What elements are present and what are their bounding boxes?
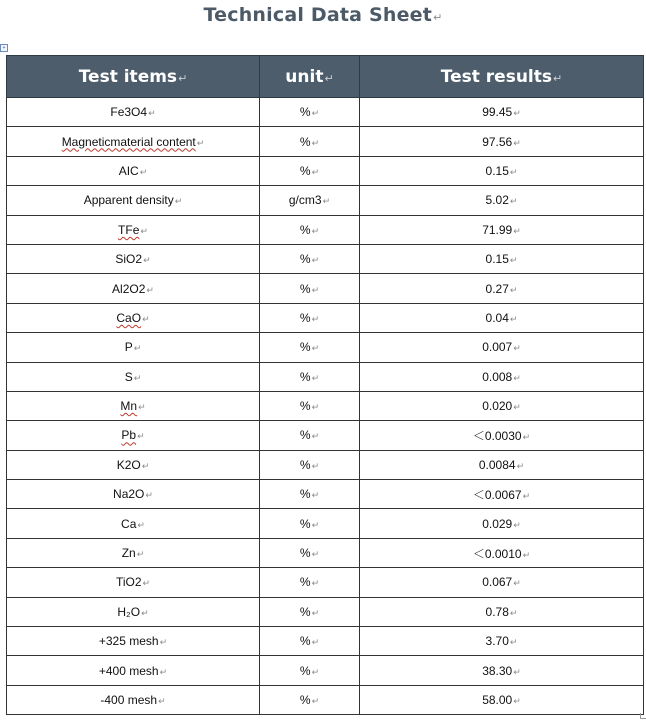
paragraph-mark-icon: ↵ [513,225,521,236]
test-item-cell[interactable] [7,215,260,244]
test-item-cell-text: Mn [120,399,138,414]
paragraph-mark-icon: ↵ [509,637,518,648]
unit-cell[interactable] [260,480,360,509]
unit-cell[interactable] [260,274,360,303]
table-row [7,421,644,450]
test-item-cell-text: Zn [121,546,136,561]
test-item-cell[interactable] [7,568,260,597]
paragraph-mark-icon: ↵ [137,519,145,530]
paragraph-mark-icon: ↵ [137,431,145,442]
test-result-cell[interactable] [360,391,644,420]
test-result-cell[interactable] [360,156,644,185]
test-result-cell[interactable] [360,538,644,567]
unit-cell-text: % [299,693,311,707]
test-result-cell[interactable] [360,685,644,714]
test-result-cell-text: 0.067 [482,575,513,590]
paragraph-mark-icon: ↵ [311,108,320,119]
unit-cell-text: % [299,252,311,267]
document-title-text: Technical Data Sheet [203,4,433,26]
paragraph-mark-icon: ↵ [509,607,518,618]
test-item-cell[interactable] [7,333,260,362]
test-item-cell-text: H₂O [117,604,141,619]
table-row [7,480,644,509]
unit-cell[interactable] [260,597,360,626]
paragraph-mark-icon: ↵ [513,402,521,413]
paragraph-mark-icon: ↵ [158,696,166,706]
test-item-cell[interactable] [7,274,260,303]
table-header-row [7,56,644,98]
paragraph-mark-icon: ↵ [311,137,320,148]
header-test-items: Test items↵ [7,56,260,98]
paragraph-mark-icon: ↵ [311,696,320,706]
unit-cell-text: % [299,487,311,502]
unit-cell[interactable] [260,391,360,420]
paragraph-mark-icon: ↵ [133,372,142,383]
paragraph-mark-icon: ↵ [136,549,145,560]
paragraph-mark-icon: ↵ [311,490,320,501]
table-row [7,98,644,127]
test-item-cell-text: Ca [121,516,137,531]
test-result-cell-text: 58.00 [482,693,513,707]
test-item-cell-text: TFe [118,222,140,237]
test-item-cell-text: Al2O2 [112,281,146,296]
test-result-cell-text: 0.04 [485,310,509,325]
test-item-cell-text: Apparent density [83,193,174,208]
test-result-cell-text: 0.020 [482,399,513,414]
unit-cell-text: % [299,340,311,355]
unit-cell[interactable] [260,656,360,685]
test-result-cell-text: 38.30 [482,663,513,678]
table-row [7,597,644,626]
table-row [7,215,644,244]
test-result-cell-text: 5.02 [485,193,509,208]
table-row [7,303,644,332]
test-item-cell[interactable] [7,362,260,391]
paragraph-mark-icon: ↵ [509,196,518,207]
paragraph-mark-icon: ↵ [509,166,518,177]
test-result-cell-text: 0.029 [482,516,513,531]
paragraph-mark-icon: ↵ [311,666,320,677]
test-item-cell[interactable] [7,538,260,567]
paragraph-mark-icon: ↵ [509,284,518,295]
test-result-cell[interactable] [360,627,644,656]
test-result-cell-text: 0.008 [482,369,513,384]
paragraph-mark-icon: ↵ [513,519,521,530]
paragraph-mark-icon: ↵ [311,372,320,383]
unit-cell[interactable] [260,186,360,215]
paragraph-mark-icon: ↵ [513,108,521,119]
unit-cell-text: % [299,399,311,414]
test-item-cell[interactable] [7,656,260,685]
test-result-cell-text: 97.56 [482,134,513,149]
test-item-cell-text: AIC [118,163,139,178]
table-row [7,568,644,597]
unit-cell[interactable] [260,685,360,714]
paragraph-mark-icon: ↵ [138,402,146,413]
unit-cell-text: % [299,163,311,178]
test-result-cell-text: 99.45 [482,105,513,120]
unit-cell[interactable] [260,538,360,567]
test-result-cell-text: 71.99 [482,222,513,237]
test-item-cell-text: CaO [116,310,142,325]
paragraph-mark-icon: ↵ [311,607,320,618]
test-result-cell-text: 0.007 [482,340,513,355]
test-result-cell-text: ＜0.0067 [472,487,522,502]
test-item-cell-text: -400 mesh [100,693,158,707]
test-item-cell[interactable] [7,685,260,714]
technical-data-table [6,55,644,715]
test-item-cell-text: Magneticmaterial content [61,134,196,149]
test-result-cell-text: 0.27 [485,281,509,296]
unit-cell-text: % [299,575,311,590]
paragraph-mark-icon: ↵ [311,166,320,177]
table-row [7,362,644,391]
test-item-cell[interactable] [7,244,260,273]
unit-cell[interactable] [260,509,360,538]
table-row [7,244,644,273]
test-result-cell[interactable] [360,244,644,273]
unit-cell-text: % [299,634,311,649]
paragraph-mark-icon: ↵ [178,71,188,85]
unit-cell-text: % [299,457,311,472]
unit-cell-text: % [299,222,311,237]
paragraph-mark-icon: ↵ [311,431,320,442]
paragraph-mark-icon: ↵ [311,343,320,354]
paragraph-mark-icon: ↵ [311,549,320,560]
paragraph-mark-icon: ↵ [159,666,168,677]
unit-cell-text: % [299,546,311,561]
paragraph-mark-icon: ↵ [324,71,334,85]
unit-cell[interactable] [260,156,360,185]
test-item-cell[interactable] [7,421,260,450]
paragraph-mark-icon: ↵ [509,255,518,266]
paragraph-mark-icon: ↵ [513,696,521,706]
test-item-cell[interactable] [7,303,260,332]
unit-cell[interactable] [260,333,360,362]
table-row [7,509,644,538]
paragraph-mark-icon: ↵ [433,11,443,24]
paragraph-mark-icon: ↵ [141,460,150,471]
paragraph-mark-icon: ↵ [311,460,320,471]
paragraph-mark-icon: ↵ [141,607,149,618]
test-result-cell-text: ＜0.0010 [472,546,522,561]
paragraph-mark-icon: ↵ [322,196,331,207]
unit-cell-text: % [299,105,311,120]
header-test-results: Test results↵ [360,56,644,98]
test-item-cell-text: SiO2 [115,252,143,267]
test-result-cell[interactable] [360,509,644,538]
test-item-cell-text: S [124,369,133,384]
test-item-cell[interactable] [7,509,260,538]
paragraph-mark-icon: ↵ [146,284,154,295]
paragraph-mark-icon: ↵ [196,137,205,148]
unit-cell-text: g/cm3 [288,193,322,208]
test-result-cell[interactable] [360,597,644,626]
unit-cell[interactable] [260,303,360,332]
paragraph-mark-icon: ↵ [311,402,320,413]
header-unit: unit↵ [260,56,360,98]
test-item-cell-text: Na2O [113,487,145,502]
paragraph-mark-icon: ↵ [174,196,183,207]
test-result-cell-text: 0.0084 [478,457,516,472]
test-item-cell[interactable] [7,627,260,656]
test-result-cell-text: 3.70 [485,634,509,649]
test-item-cell-text: +400 mesh [98,663,159,678]
table-row [7,656,644,685]
test-result-cell[interactable] [360,215,644,244]
test-item-cell-text: Pb [121,428,137,443]
paragraph-mark-icon: ↵ [509,313,518,324]
paragraph-mark-icon: ↵ [159,637,168,648]
test-result-cell[interactable] [360,98,644,127]
table-body [7,98,644,715]
test-item-cell[interactable] [7,480,260,509]
table-row [7,391,644,420]
table-move-handle-icon[interactable]: + [0,44,8,52]
paragraph-mark-icon: ↵ [311,637,320,648]
test-item-cell-text: TiO2 [115,575,142,590]
test-result-cell[interactable] [360,656,644,685]
test-item-cell-text: K2O [116,457,141,472]
unit-cell-text: % [299,134,311,149]
paragraph-mark-icon: ↵ [522,549,531,560]
test-item-cell[interactable] [7,450,260,479]
unit-cell-text: % [299,310,311,325]
paragraph-mark-icon: ↵ [513,343,521,354]
test-result-cell[interactable] [360,274,644,303]
paragraph-mark-icon: ↵ [513,372,521,383]
table-row [7,127,644,156]
table-row [7,186,644,215]
test-result-cell[interactable] [360,303,644,332]
paragraph-mark-icon: ↵ [311,313,320,324]
test-item-cell[interactable] [7,391,260,420]
unit-cell-text: % [299,428,311,443]
test-result-cell[interactable] [360,568,644,597]
unit-cell[interactable] [260,568,360,597]
test-result-cell[interactable] [360,333,644,362]
unit-cell[interactable] [260,244,360,273]
unit-cell[interactable] [260,627,360,656]
test-item-cell[interactable] [7,98,260,127]
paragraph-mark-icon: ↵ [133,343,142,354]
paragraph-mark-icon: ↵ [516,460,525,471]
paragraph-mark-icon: ↵ [522,431,531,442]
test-item-cell-text: Fe3O4 [110,105,148,120]
unit-cell-text: % [299,281,311,296]
page-corner-mark [640,713,646,719]
unit-cell[interactable] [260,98,360,127]
paragraph-mark-icon: ↵ [311,578,320,589]
unit-cell-text: % [299,516,311,531]
table-row [7,333,644,362]
table-row [7,627,644,656]
test-item-cell-text: P [124,340,133,355]
paragraph-mark-icon: ↵ [145,490,153,501]
unit-cell[interactable] [260,450,360,479]
test-result-cell-text: 0.15 [485,163,509,178]
unit-cell[interactable] [260,362,360,391]
test-item-cell-text: +325 mesh [98,634,159,649]
unit-cell[interactable] [260,127,360,156]
unit-cell[interactable] [260,421,360,450]
document-title [0,4,646,26]
test-result-cell[interactable] [360,480,644,509]
test-result-cell[interactable] [360,186,644,215]
paragraph-mark-icon: ↵ [148,108,156,119]
unit-cell-text: % [299,369,311,384]
paragraph-mark-icon: ↵ [311,255,320,266]
test-result-cell-text: ＜0.0030 [472,428,522,443]
table-row [7,156,644,185]
test-item-cell[interactable] [7,127,260,156]
table-row [7,450,644,479]
paragraph-mark-icon: ↵ [553,71,563,85]
table-row [7,685,644,714]
test-item-cell[interactable] [7,186,260,215]
paragraph-mark-icon: ↵ [522,490,531,501]
unit-cell[interactable] [260,215,360,244]
test-result-cell[interactable] [360,127,644,156]
test-item-cell[interactable] [7,597,260,626]
paragraph-mark-icon: ↵ [311,284,320,295]
paragraph-mark-icon: ↵ [311,519,320,530]
paragraph-mark-icon: ↵ [140,225,148,236]
paragraph-mark-icon: ↵ [513,137,521,148]
paragraph-mark-icon: ↵ [142,578,151,589]
paragraph-mark-icon: ↵ [142,313,150,324]
test-item-cell[interactable] [7,156,260,185]
paragraph-mark-icon: ↵ [139,166,148,177]
unit-cell-text: % [299,604,311,619]
test-result-cell[interactable] [360,450,644,479]
test-result-cell[interactable] [360,362,644,391]
paragraph-mark-icon: ↵ [143,255,151,266]
paragraph-mark-icon: ↵ [513,578,521,589]
unit-cell-text: % [299,663,311,678]
paragraph-mark-icon: ↵ [311,225,320,236]
table-row [7,274,644,303]
test-result-cell-text: 0.15 [485,252,509,267]
test-result-cell-text: 0.78 [485,604,509,619]
test-result-cell[interactable] [360,421,644,450]
table-row [7,538,644,567]
paragraph-mark-icon: ↵ [513,666,521,677]
